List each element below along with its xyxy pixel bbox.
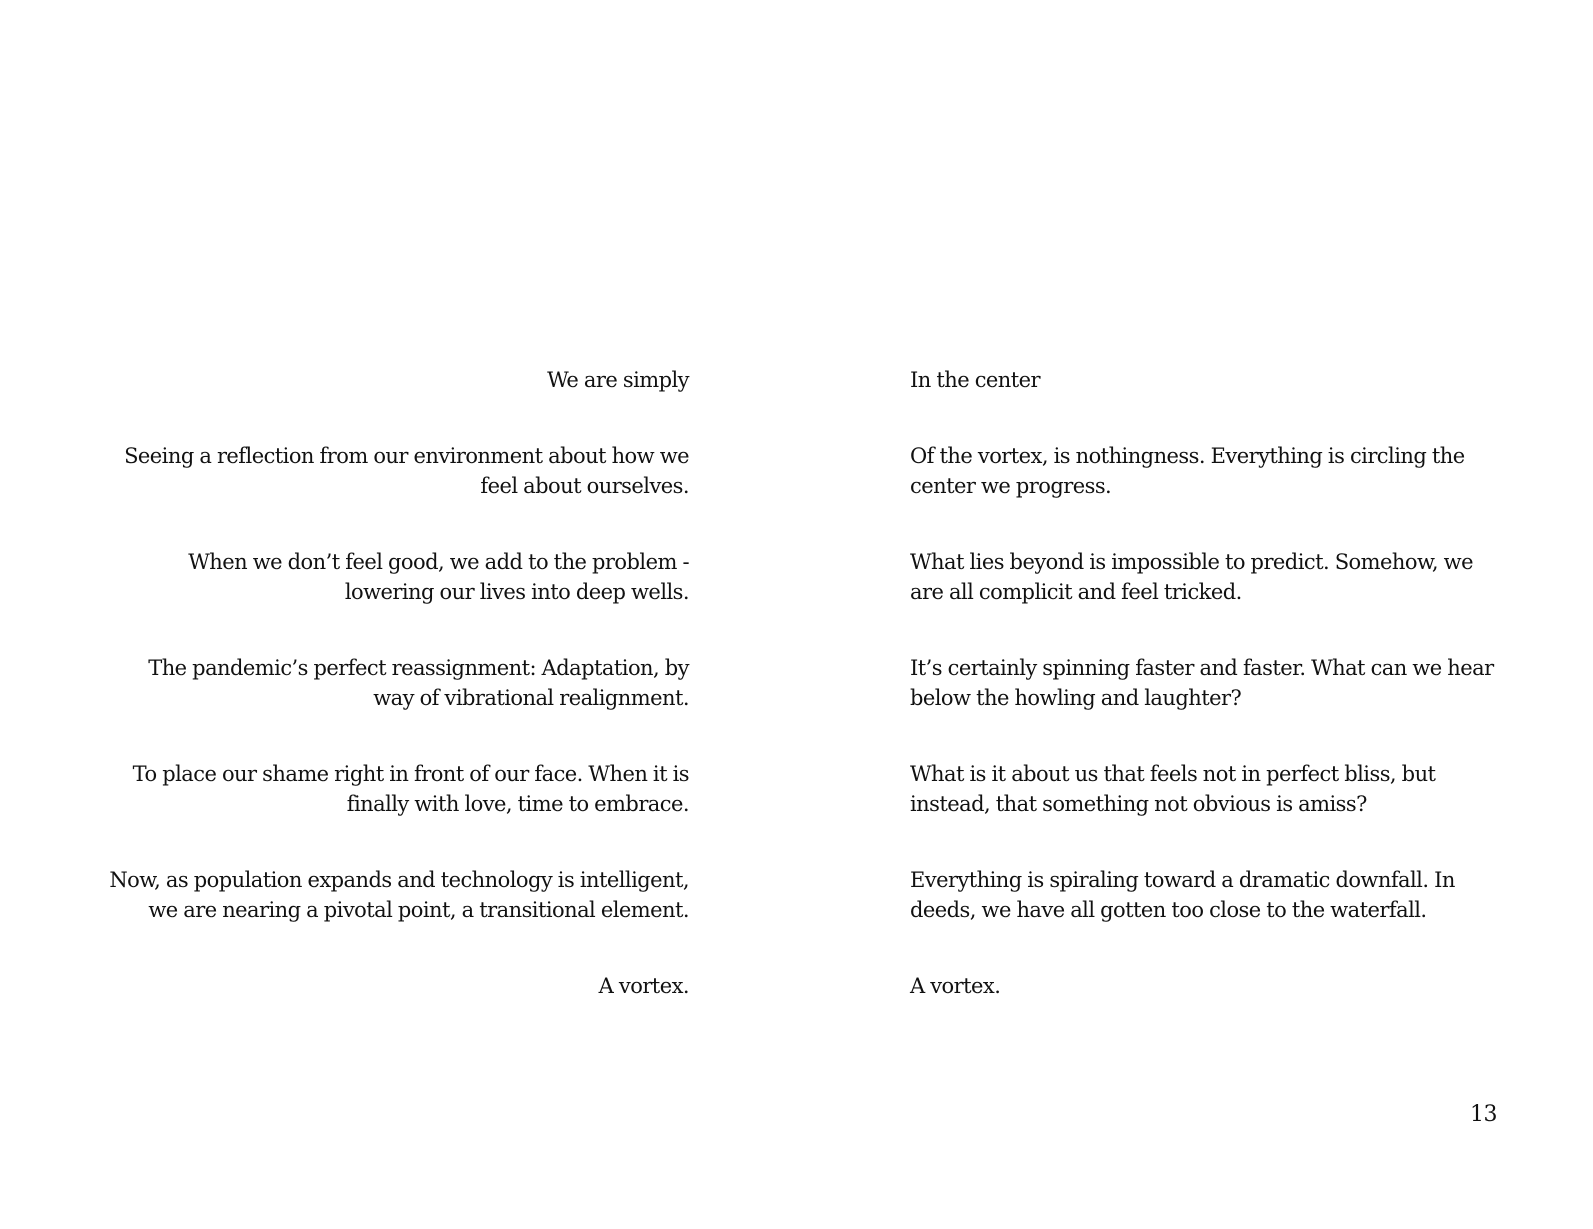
left-stanza-1: We are simply xyxy=(547,368,689,392)
left-stanza-2: Seeing a reflection from our environment about how we feel about ourselves. xyxy=(124,444,689,498)
left-stanza-7: A vortex. xyxy=(598,974,689,998)
left-stanza-3: When we don’t feel good, we add to the problem - lowering our lives into deep wells. xyxy=(188,550,689,604)
left-stanza-4: The pandemic’s perfect reassignment: Adaptation, by way of vibrational realignment. xyxy=(148,656,689,710)
left-stanza-5: To place our shame right in front of our face. When it is finally with love, time to embrace. xyxy=(132,762,689,816)
left-poem-column xyxy=(104,365,689,1047)
page-number: 13 xyxy=(1470,1102,1497,1127)
right-poem-column xyxy=(910,365,1510,1047)
right-stanza-7: A vortex. xyxy=(910,974,1001,998)
right-stanza-1: In the center xyxy=(910,368,1041,392)
right-stanza-2: Of the vortex, is nothingness. Everything is circling the center we progress. xyxy=(910,444,1465,498)
right-stanza-3: What lies beyond is impossible to predict. Somehow, we are all complicit and feel tricked. xyxy=(910,550,1473,604)
right-stanza-4: It’s certainly spinning faster and faster. What can we hear below the howling and laughter? xyxy=(910,656,1494,710)
right-stanza-5: What is it about us that feels not in perfect bliss, but instead, that something not obvious is amiss? xyxy=(910,762,1436,816)
left-stanza-6: Now, as population expands and technology is intelligent, we are nearing a pivotal point, a transitional element. xyxy=(109,868,689,922)
right-stanza-6: Everything is spiraling toward a dramatic downfall. In deeds, we have all gotten too close to the waterfall. xyxy=(910,868,1455,922)
